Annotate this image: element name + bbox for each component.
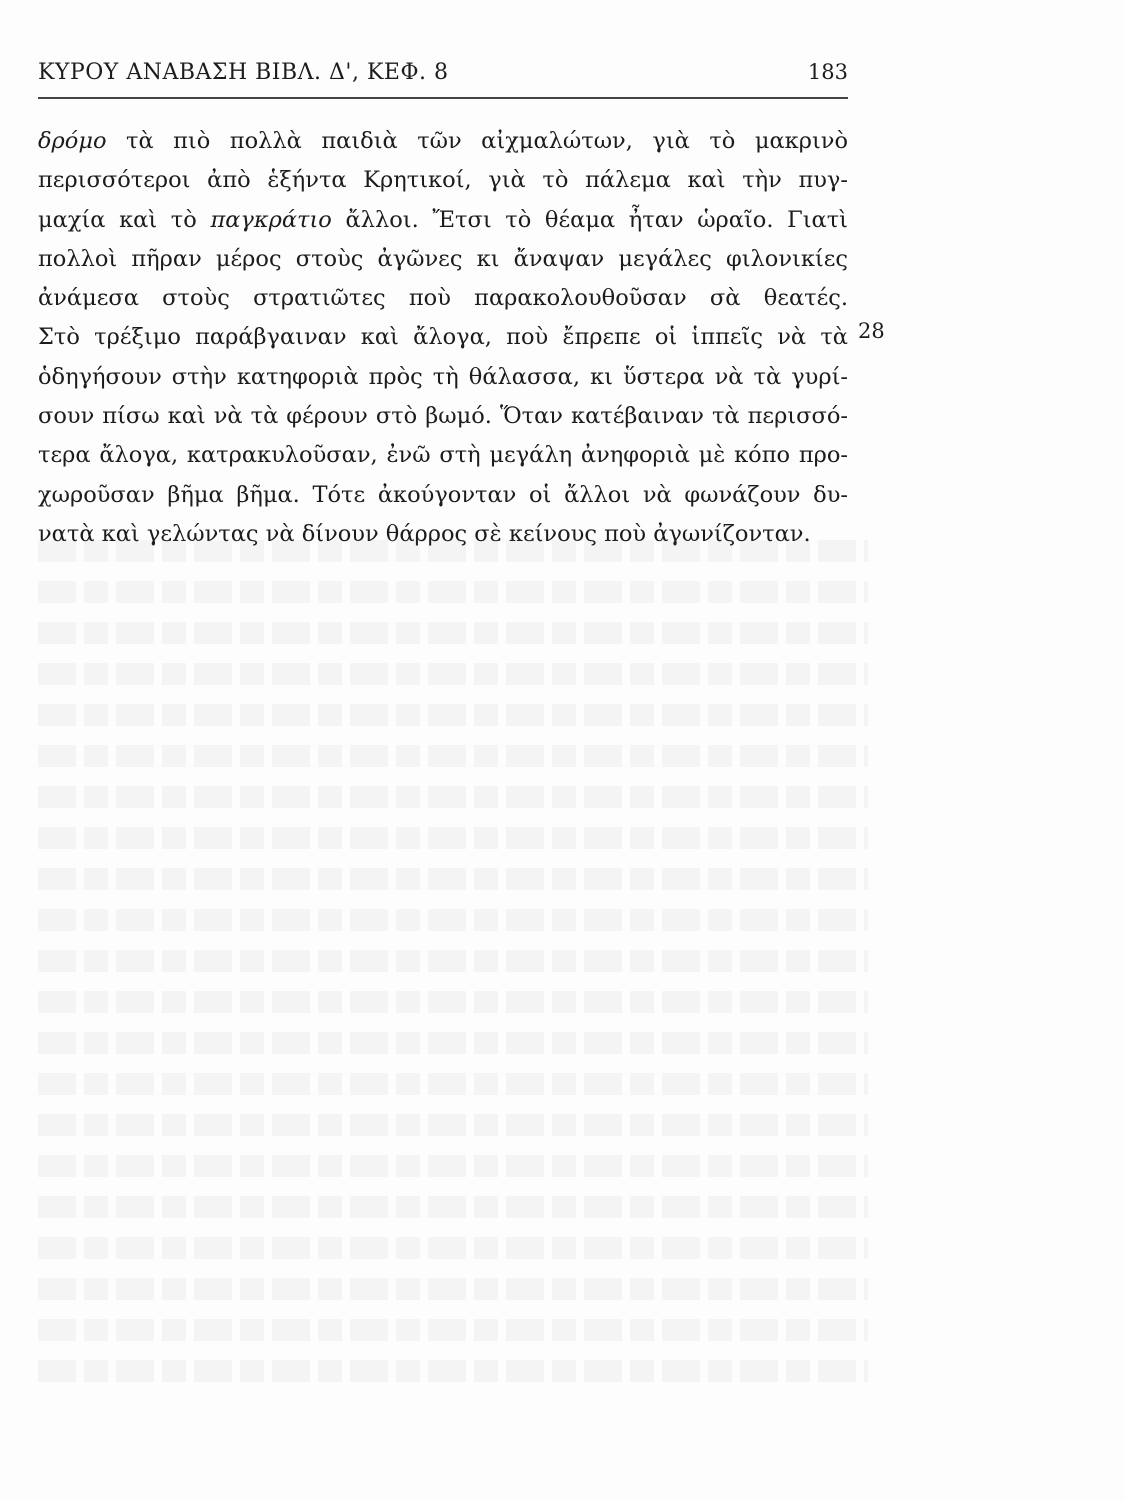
text-line: νατὰ καὶ γελώντας νὰ δίνουν θάρρος σὲ κείνους ποὺ ἀγωνίζονταν. [38, 520, 811, 547]
italic-term: παγκράτιο [210, 206, 332, 233]
text-line: σουν πίσω καὶ νὰ τὰ φέρουν στὸ βωμό. Ὅταν κατέβαιναν τὰ περισσό- [38, 403, 848, 430]
text-line [38, 201, 848, 240]
line-text: ἄλλοι. Ἔτσι τὸ θέαμα ἦταν ὡραῖο. Γιατὶ [331, 206, 849, 233]
running-title: ΚΥΡΟΥ ΑΝΑΒΑΣΗ ΒΙΒΛ. Δ', ΚΕΦ. 8 [38, 60, 449, 85]
italic-term: δρόμο [38, 128, 107, 154]
line-text: τὰ πιὸ πολλὰ παιδιὰ τῶν αἰχμαλώτων, γιὰ τὸ μακρινὸ [106, 128, 848, 154]
header-rule [38, 97, 848, 99]
running-head [38, 60, 848, 92]
text-line: χωροῦσαν βῆμα βῆμα. Τότε ἀκούγονταν οἱ ἄλλοι νὰ φωνάζουν δυ- [38, 481, 848, 508]
text-line: περισσότεροι ἀπὸ ἑξήντα Κρητικοί, γιὰ τὸ πάλεμα καὶ τὴν πυγ- [38, 167, 848, 194]
text-line: ὁδηγήσουν στὴν κατηφοριὰ πρὸς τὴ θάλασσα, κι ὕστερα νὰ τὰ γυρί- [38, 363, 848, 390]
text-line: πολλοὶ πῆραν μέρος στοὺς ἀγῶνες κι ἄναψαν μεγάλες φιλονικίες [38, 245, 848, 272]
body-text [38, 122, 848, 554]
section-number: 28 [858, 319, 885, 343]
text-line: ἀνάμεσα στοὺς στρατιῶτες ποὺ παρακολουθοῦσαν σὰ θεατές. [38, 285, 848, 312]
text-line [38, 122, 848, 161]
bleed-through-texture [38, 540, 868, 1440]
text-line: Στὸ τρέξιμο παράβγαιναν καὶ ἄλογα, ποὺ ἔπρεπε οἱ ἱππεῖς νὰ τὰ [38, 324, 848, 351]
page-number: 183 [807, 60, 848, 84]
text-line: τερα ἄλογα, κατρακυλοῦσαν, ἐνῶ στὴ μεγάλη ἀνηφοριὰ μὲ κόπο προ- [38, 442, 848, 469]
line-text: μαχία καὶ τὸ [38, 206, 211, 233]
